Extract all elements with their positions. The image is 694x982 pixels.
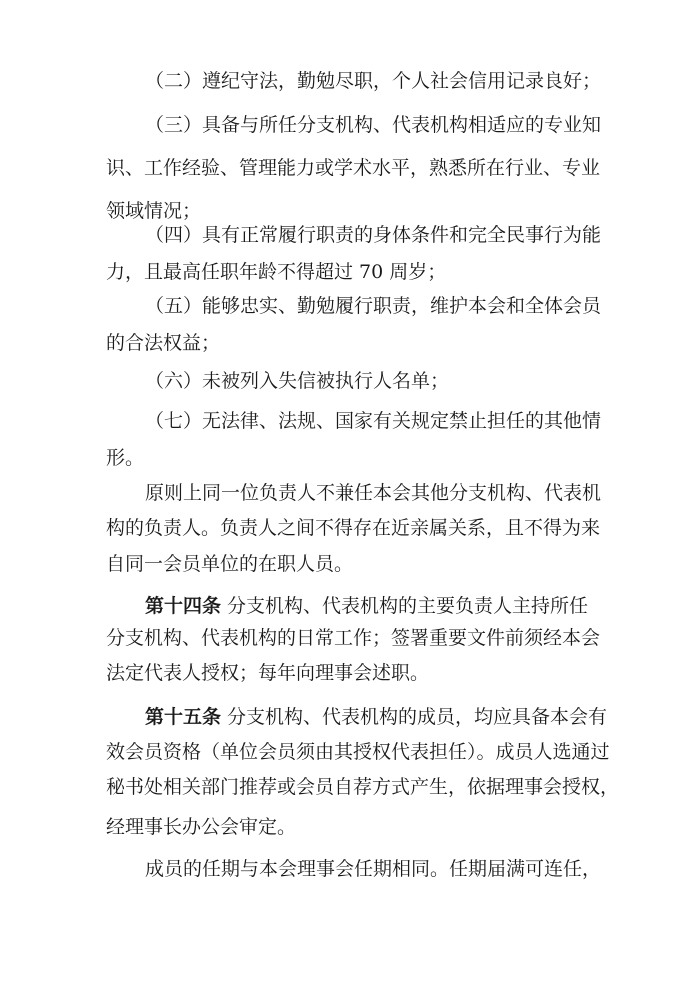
article-15-line: [145, 697, 607, 737]
text-line: 法定代表人授权；每年向理事会述职。: [106, 662, 430, 684]
text-line: 经理事长办公会审定。: [106, 816, 297, 838]
text-line: （五）能够忠实、勤勉履行职责，维护本会和全体会员: [145, 295, 602, 317]
text-line: 秘书处相关部门推荐或会员自荐方式产生，依据理事会授权，: [106, 776, 620, 798]
text-line: 分支机构、代表机构的日常工作；签署重要文件前须经本会: [106, 627, 601, 649]
text-line: （六）未被列入失信被执行人名单；: [145, 370, 450, 392]
text-line: 力，且最高任职年龄不得超过 70 周岁；: [106, 261, 447, 283]
article-15-title: 第十五条: [145, 706, 222, 728]
text-line: 领域情况；: [106, 200, 202, 222]
article-14-title: 第十四条: [145, 595, 222, 617]
text-line: 原则上同一位负责人不兼任本会其他分支机构、代表机: [145, 482, 602, 504]
article-15-text: 分支机构、代表机构的成员，均应具备本会有: [221, 706, 608, 728]
text-line: 形。: [106, 447, 145, 469]
text-line: 识、工作经验、管理能力或学术水平，熟悉所在行业、专业: [106, 157, 601, 179]
text-line: 成员的任期与本会理事会任期相同。任期届满可连任，: [145, 858, 602, 880]
text-line: （二）遵纪守法，勤勉尽职，个人社会信用记录良好；: [145, 70, 602, 92]
article-14-text: 分支机构、代表机构的主要负责人主持所任: [221, 595, 589, 617]
text-line: （三）具备与所任分支机构、代表机构相适应的专业知: [145, 114, 602, 136]
text-line: （七）无法律、法规、国家有关规定禁止担任的其他情: [145, 410, 602, 432]
text-line: 的合法权益；: [106, 332, 221, 354]
text-line: （四）具有正常履行职责的身体条件和完全民事行为能: [145, 224, 602, 246]
text-line: 效会员资格（单位会员须由其授权代表担任）。成员人选通过: [106, 741, 610, 763]
text-line: 自同一会员单位的在职人员。: [106, 553, 354, 575]
text-line: 构的负责人。负责人之间不得存在近亲属关系，且不得为来: [106, 517, 601, 539]
